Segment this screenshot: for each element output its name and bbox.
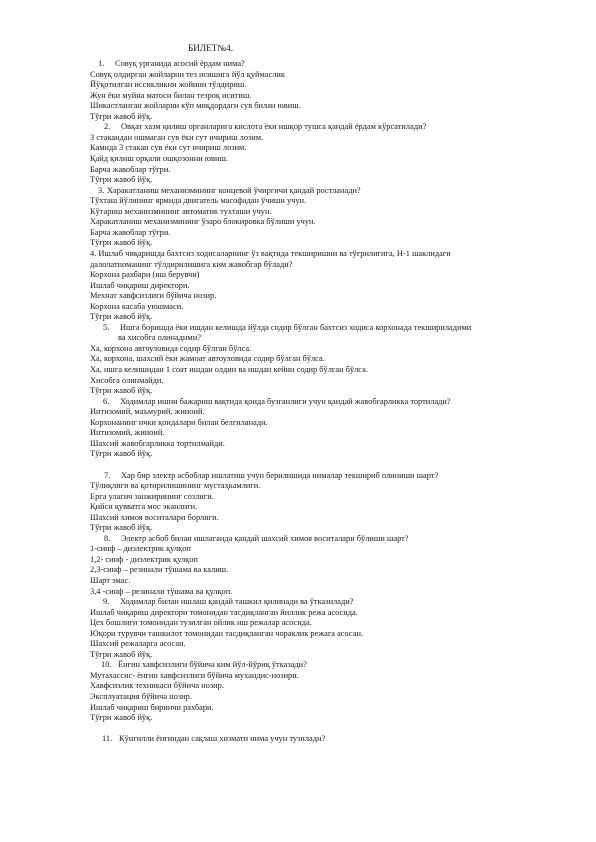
- answer-line: Тўлиқлиги ва қотирилишининг мустаҳкамлиги.: [90, 481, 261, 490]
- question-continuation: ва хисобга олинадими?: [118, 333, 201, 343]
- question-text: Ёнғин хавфсизлиги бўйича ким йўл-йўриқ ўтказади?: [118, 660, 307, 670]
- question-number: 5.: [103, 322, 110, 332]
- answer-line: Тўғри жавоб йўқ.: [90, 386, 153, 396]
- question-line: [104, 122, 426, 132]
- question-number: 1.: [98, 59, 105, 68]
- question-line: [103, 597, 353, 607]
- answer-line: Ишлаб чиқариш директори томонидан тасдиқланган йиллик режа асосида.: [90, 607, 358, 617]
- answer-line: Эксплуатация бўйича нозир.: [90, 692, 192, 701]
- answer-line: Шикастланган жойларни кўп миқдордаги сув билан ювиш.: [90, 101, 301, 111]
- answer-line: Жун ёки муйна матоси билан тезроқ иситиш.: [90, 90, 252, 100]
- answer-line: Интизомий, жиноий.: [90, 428, 165, 438]
- answer-line: Тўғри жавоб йўқ.: [90, 523, 153, 533]
- question-line: [104, 534, 409, 544]
- question-number: 8.: [104, 533, 111, 543]
- answer-line: Тўхташ йўлининг ярмида двигатель масофадан ўчиши учун.: [90, 196, 307, 206]
- question-line: [101, 660, 307, 670]
- question-text: Электр асбоб билан ишлаганда қандай шахсий химоя воситалари бўлиши шарт?: [121, 533, 409, 543]
- question-number: 2.: [104, 122, 111, 132]
- answer-line: Шахсий режаларга асосан.: [90, 639, 186, 649]
- question-text: Кўнгилли ёнғиндан сақлаш хизмати нима учун тузилади?: [119, 734, 326, 744]
- answer-line: 3 стакандан ошмаган сув ёки сут ичириш лозим.: [90, 132, 264, 142]
- answer-line: Мехнат хавфсизлиги бўйича нозир.: [90, 291, 217, 301]
- answer-line: далолатноманинг тўлдирилишига ким жавобгар бўлади?: [90, 259, 293, 269]
- question-text: Ходимлар билан ишлаш қандай ташкил қилинади ва ўтказилади?: [120, 597, 354, 606]
- question-line: [103, 397, 451, 407]
- answer-line: Тўғри жавоб йўқ.: [90, 713, 153, 723]
- question-number: 7.: [104, 470, 111, 480]
- answer-line: Хисобга олинмайди.: [90, 375, 164, 385]
- answer-line: Ишлаб чиқариш директори.: [90, 280, 190, 290]
- answer-line: Кўтариш механизмининг автоматик тухташи учун.: [90, 206, 272, 216]
- answer-line: Ха, корхона, шахсий ёки жамоат автоуловида содир бўлган бўлса.: [90, 354, 325, 364]
- answer-line: Мутахассис- ёнғин хавфсизлиги бўйича мухандис-нозири.: [90, 670, 299, 680]
- answer-line: Харакатланиш механизмининг ўзаро блокировка бўлиши учун.: [90, 217, 316, 227]
- answer-line: Корхона касаба уюшмаси.: [90, 301, 184, 311]
- question-text: Совуқ урганида асосий ёрдам нима?: [115, 59, 245, 68]
- answer-line: Корхона рахбари (иш берувчи): [90, 270, 200, 279]
- answer-line: Ерга улагич занжирининг созлиги.: [90, 491, 214, 501]
- answer-line: Хавфсизлик техникаси бўйича нозир.: [90, 681, 224, 691]
- question-line: [103, 323, 471, 333]
- answer-line: Ха, ишга келишидан 1 соат ишдан олдин ва ишдан кейин содир бўлган бўлса.: [90, 365, 368, 374]
- answer-line: Цех бошлиғи томонидан тузилган ойлик иш режалар асосида.: [90, 618, 312, 628]
- question-number: 10.: [101, 660, 112, 670]
- question-text: Овқат хазм қилиш органларига кислота ёки ишқор тушса қандай ёрдам кўрсатилади?: [121, 122, 427, 132]
- answer-line: Ишлаб чиқариш биринчи рахбари.: [90, 702, 214, 712]
- question-number: 9.: [103, 597, 110, 606]
- answer-line: Шахсий химоя воситалари борлиги.: [90, 512, 219, 522]
- answer-line: Барча жавоблар тўғри.: [90, 227, 171, 237]
- answer-line: Тўғри жавоб йўқ.: [90, 312, 153, 322]
- answer-line: Интизомий, маъмурий, жиноий.: [90, 407, 205, 417]
- answer-line: 3,4 -синф – резинали тўшама ва қулқоп.: [90, 586, 233, 596]
- answer-line: Йўқотилган иссикликни жойини тўлдириш.: [90, 80, 247, 90]
- answer-line: Юқори турувчи ташкилот томонидан тасдиқланган чораклик режага асосан.: [90, 628, 364, 638]
- answer-line: Корхонанинг ички қоидалари билан белгиланади.: [90, 417, 268, 427]
- question-line: [98, 59, 245, 69]
- answer-line: Тўғри жавоб йўқ.: [90, 175, 153, 185]
- answer-line: 2,3-синф – резинали тўшама ва калиш.: [90, 565, 229, 575]
- question-number: 6.: [103, 396, 110, 406]
- answer-line: 4. Ишлаб чиқаришда бахтсиз ходисаларнинг ўз вақтида текширишни ва тўғрилигига, Н-1 шаклидаги: [90, 248, 451, 258]
- answer-line: Совуқ олдирган жойларни тез исишига йўл қуймаслик: [90, 69, 285, 79]
- question-text: Ходимлар ишни бажариш вақтида қоида бузганлиги учун қандай жавобгарликка тортилади?: [120, 396, 451, 406]
- question-number: 3.: [98, 185, 105, 195]
- question-text: Харакатланиш механизмининг концевой ўчиргичи қандай ростланади?: [107, 185, 361, 195]
- answer-line: Камида 3 стакан сув ёки сут ичириш лозим.: [90, 143, 247, 153]
- question-line: [98, 186, 361, 196]
- answer-line: Тўғри жавоб йўқ.: [90, 111, 153, 121]
- answer-line: Барча жавоблар тўғри.: [90, 164, 171, 174]
- question-line: [104, 471, 438, 481]
- answer-line: Шахсий жавобгарликка тортилмайди.: [90, 438, 225, 448]
- answer-line: Тўғри жавоб йўқ.: [90, 238, 153, 248]
- question-text: Ишга боришда ёки ишдан келишда йўлда содир бўлган бахтсиз ходиса корхонада текшириладими: [120, 322, 472, 332]
- answer-line: Тўғри жавоб йўқ.: [90, 649, 153, 659]
- question-line: [102, 734, 325, 744]
- answer-line: Тўғри жавоб йўқ.: [90, 449, 153, 459]
- answer-line: Қайд қилиш орқали ошқозонни ювиш.: [90, 154, 228, 163]
- answer-line: 1,2- синф - диэлектрик қулқоп: [90, 554, 198, 564]
- answer-line: Шарт эмас.: [90, 576, 131, 585]
- ticket-title: БИЛЕТ№4.: [188, 43, 234, 53]
- answer-line: Ха, корхона автоуловида содир бўлган бўлса.: [90, 343, 252, 353]
- question-text: Хар бир электр асбоблар ишлатиш учун берилишида нималар текшириб олиниши шарт?: [121, 470, 439, 480]
- question-number: 11.: [102, 734, 113, 744]
- answer-line: 1-синф – диэлектрик қулқоп: [90, 544, 191, 554]
- answer-line: Қийси қувватга мос эканлиги.: [90, 502, 198, 512]
